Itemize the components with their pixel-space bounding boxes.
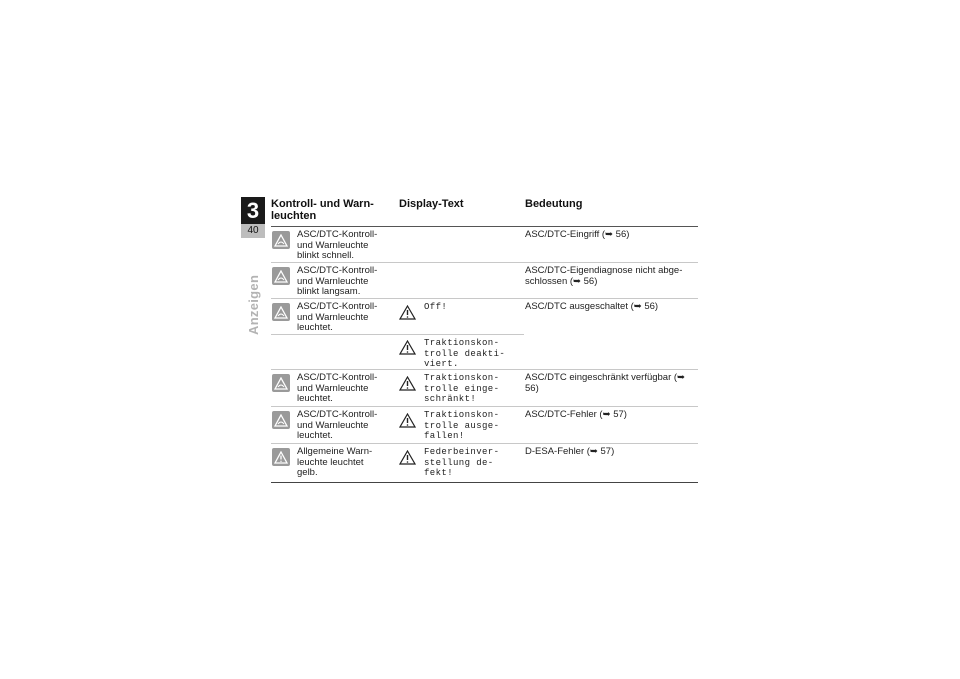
table-row [271, 299, 698, 370]
asc-dtc-lamp-icon [272, 303, 290, 321]
table-row [271, 370, 698, 407]
meaning-text: ASC/DTC ausgeschaltet (➥ 56) [525, 301, 659, 312]
asc-dtc-lamp-icon [272, 231, 290, 249]
indicator-text: ASC/DTC-Kontroll- und Warnleuchte blinkt langsam. [297, 265, 378, 297]
display-text: Traktionskon-trolle ausge-fallen! [424, 410, 500, 441]
header-display: Display-Text [399, 198, 464, 210]
meaning-text: ASC/DTC-Eigendiagnose nicht abge-schlossen (➥ 56) [525, 265, 683, 287]
warning-triangle-icon [399, 450, 416, 465]
display-text-2: Traktionskon-trolle deakti-viert. [424, 338, 506, 369]
warning-triangle-icon [399, 305, 416, 320]
meaning-text: ASC/DTC eingeschränkt verfügbar (➥ 56) [525, 372, 686, 394]
table-row [271, 444, 698, 483]
table-row [271, 227, 698, 263]
display-text: Federbeinver-stellung de-fekt! [424, 447, 500, 478]
chapter-number: 3 [241, 197, 265, 224]
general-warning-lamp-icon [272, 448, 290, 466]
display-text: Traktionskon-trolle einge-schränkt! [424, 373, 500, 404]
sub-row-divider [271, 334, 524, 335]
warning-triangle-icon [399, 340, 416, 355]
indicator-table [271, 197, 698, 483]
asc-dtc-lamp-icon [272, 267, 290, 285]
table-header [271, 197, 698, 227]
chapter-title: Anzeigen [246, 274, 261, 335]
display-text: Off! [424, 302, 448, 312]
table-row [271, 263, 698, 299]
warning-triangle-icon [399, 376, 416, 391]
header-meaning: Bedeutung [525, 198, 583, 210]
warning-triangle-icon [399, 413, 416, 428]
header-indicator: Kontroll- und Warn- leuchten [271, 198, 374, 222]
meaning-text: ASC/DTC-Fehler (➥ 57) [525, 409, 627, 420]
meaning-text: ASC/DTC-Eingriff (➥ 56) [525, 229, 630, 240]
indicator-text: ASC/DTC-Kontroll- und Warnleuchte leuchtet. [297, 301, 378, 333]
table-row [271, 407, 698, 444]
page-number: 40 [241, 224, 265, 238]
asc-dtc-lamp-icon [272, 411, 290, 429]
indicator-text: ASC/DTC-Kontroll- und Warnleuchte leuchtet. [297, 372, 378, 404]
indicator-text: ASC/DTC-Kontroll- und Warnleuchte blinkt schnell. [297, 229, 378, 261]
indicator-text: Allgemeine Warn-leuchte leuchtet gelb. [297, 446, 373, 478]
meaning-text: D-ESA-Fehler (➥ 57) [525, 446, 615, 457]
indicator-text: ASC/DTC-Kontroll- und Warnleuchte leuchtet. [297, 409, 378, 441]
asc-dtc-lamp-icon [272, 374, 290, 392]
